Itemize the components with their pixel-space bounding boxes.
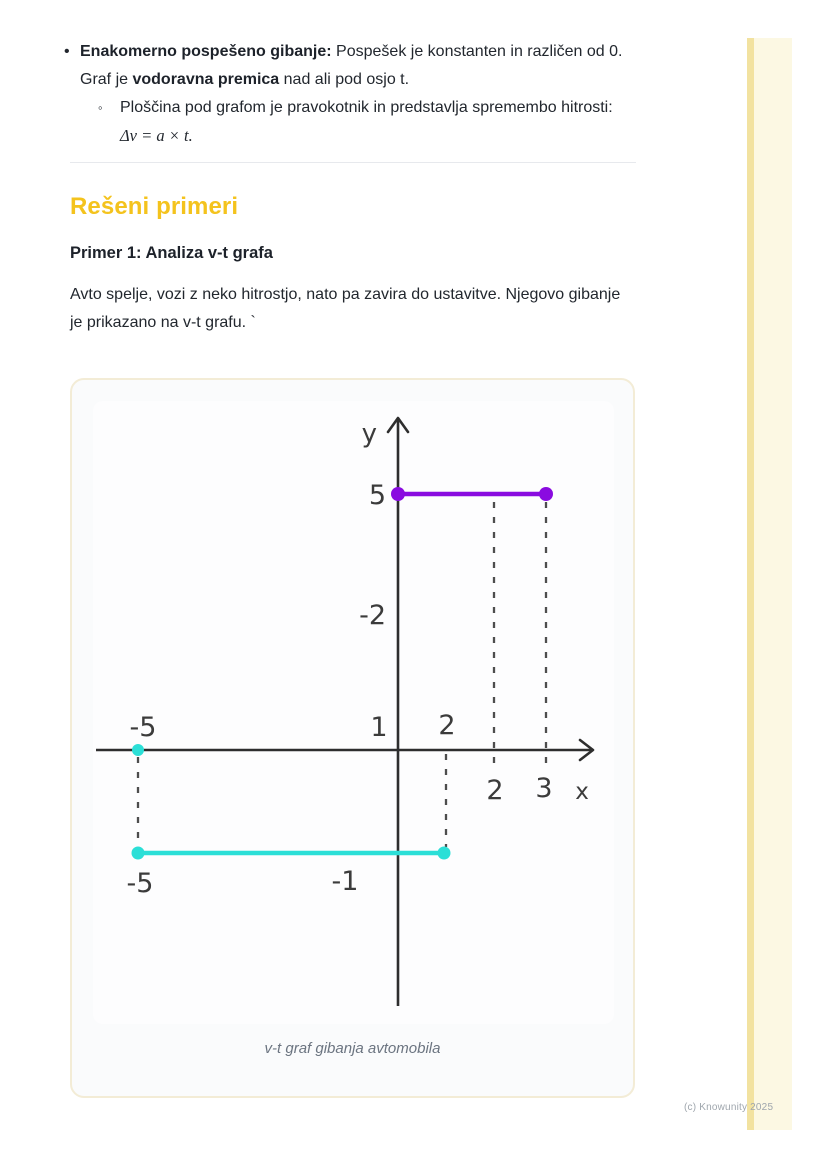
figure-card [70,378,635,1098]
tick-label-xneg5-bottom: -5 [126,868,154,899]
formula: Δv = a × t. [120,126,193,145]
plot-surface [93,401,614,1024]
series-positive-point-start [391,487,405,501]
list-item-text [120,94,636,150]
tick-label-yneg2: -2 [359,600,386,631]
tick-label-yneg1: -1 [331,866,359,897]
list-item-text [80,38,636,94]
section-divider [70,162,636,163]
highlight-stripe-gold [747,38,754,1130]
bold-term: Enakomerno pospešeno gibanje: [80,43,332,60]
tick-label-x2-above: 2 [438,710,456,741]
example-subheading: Primer 1: Analiza v-t grafa [70,244,273,262]
list-item-nested [70,94,636,150]
example-paragraph: Avto spelje, vozi z neko hitrostjo, nato pa zavira do ustavitve. Njegovo gibanje je prikazano na v-t grafu. ` [70,286,621,331]
x-axis-label: x [575,779,589,805]
body-text: Pospešek je konstanten in različen od 0. Graf je [80,43,623,88]
tick-label-x3-below: 3 [535,773,553,804]
figure-caption: v-t graf gibanja avtomobila [264,1040,441,1057]
section-heading: Rešeni primeri [70,193,239,220]
series-negative-point-start [132,847,145,860]
series-negative-point-end [438,847,451,860]
y-axis-label: y [361,419,377,449]
series-positive-point-end [539,487,553,501]
tick-label-xneg5-top: -5 [129,712,157,743]
bold-term: vodoravna premica [132,71,280,88]
bullet-list [64,38,636,150]
circle-bullet-icon: ◦ [98,100,103,115]
body-text: Ploščina pod grafom je pravokotnik in predstavlja spremembo hitrosti: [120,99,613,116]
document-content [64,38,636,1098]
tick-label-x1: 1 [370,712,388,743]
list-item [64,38,636,94]
body-text: nad ali pod osjo t. [279,71,410,88]
highlight-stripe-cream [754,38,792,1130]
series-negative-axis-point [132,744,144,756]
copyright-watermark: (c) Knowunity 2025 [684,1102,774,1113]
tick-label-x2-below: 2 [486,775,504,806]
bullet-dot-icon: • [64,43,70,60]
vt-graph [93,401,614,1024]
tick-label-y5: 5 [368,480,386,511]
